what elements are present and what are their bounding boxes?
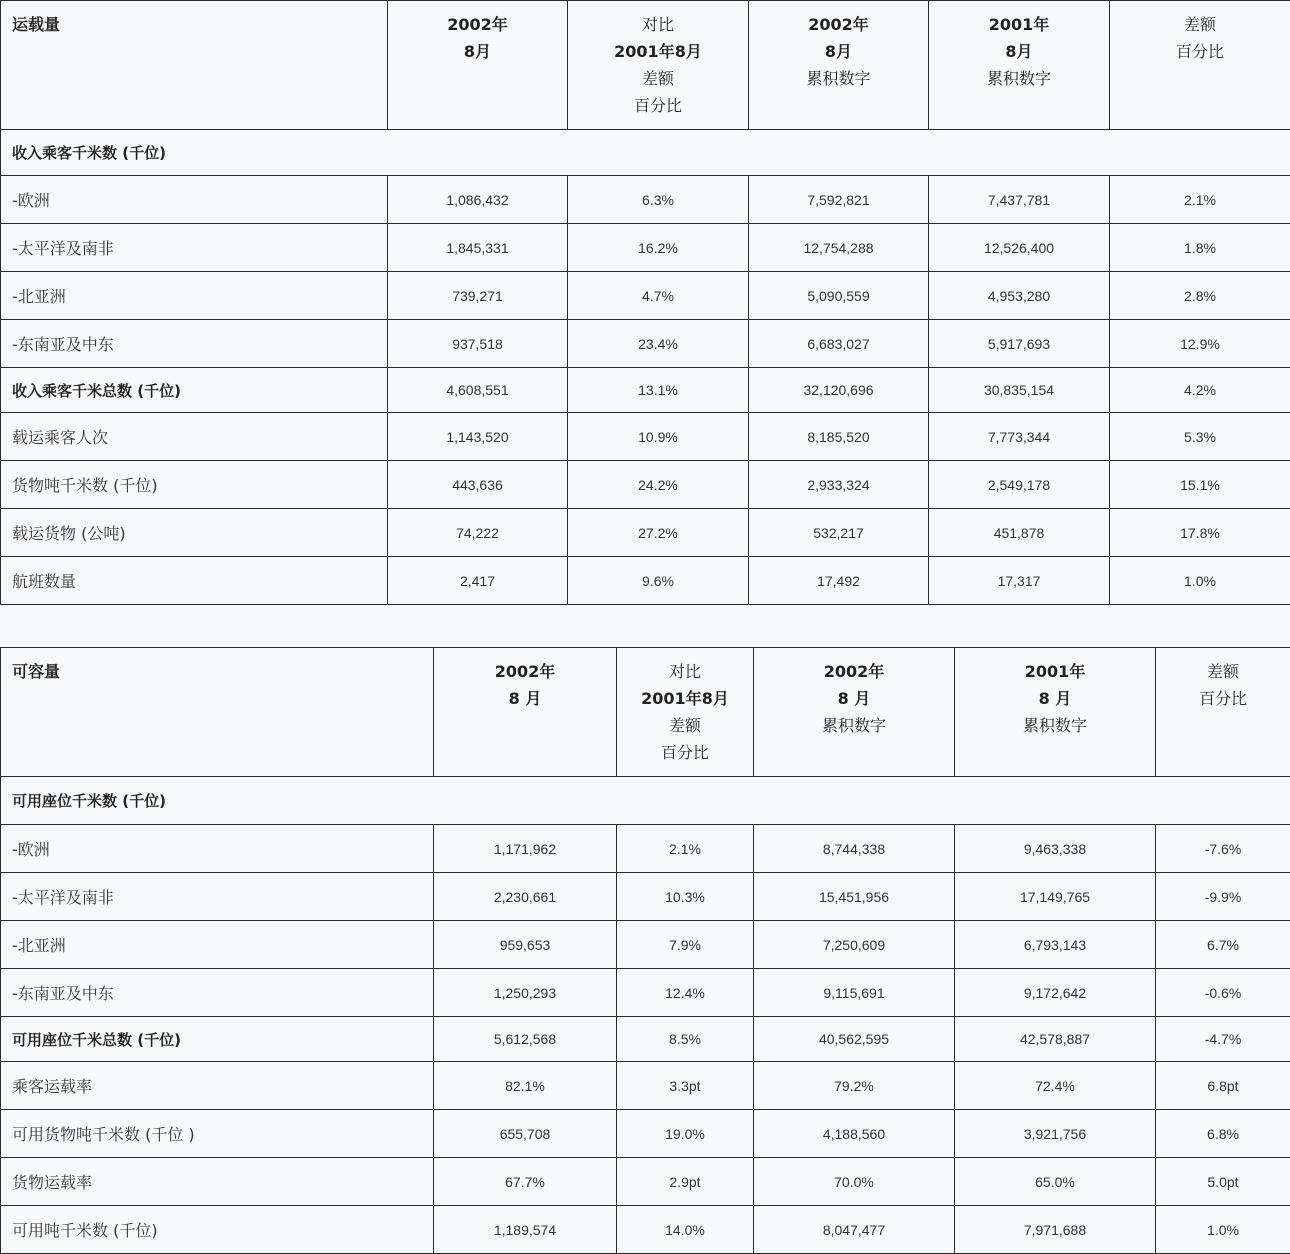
table-cell: 72.4% (955, 1062, 1156, 1110)
traffic-table (0, 0, 1290, 605)
table-cell: 4,953,280 (929, 272, 1110, 320)
row-label: 货物吨千米数 (千位) (1, 461, 388, 509)
table-cell: 2.1% (1110, 176, 1290, 224)
header-line: 2001年8月 (641, 689, 729, 708)
table-cell: 17,317 (929, 557, 1110, 605)
table-row (1, 413, 1290, 461)
table-row (1, 461, 1290, 509)
table-cell: 9,463,338 (955, 825, 1156, 873)
traffic-header-row (1, 1, 1290, 130)
table-cell: 17,492 (749, 557, 929, 605)
row-label: -北亚洲 (1, 272, 388, 320)
table-cell: 74,222 (388, 509, 568, 557)
table-cell: 42,578,887 (955, 1017, 1156, 1062)
table-cell: 82.1% (434, 1062, 617, 1110)
header-line: 运载量 (12, 15, 61, 34)
capacity-header-col-3 (754, 648, 955, 777)
table-cell: 30,835,154 (929, 368, 1110, 413)
header-line: 2001年 (1024, 662, 1086, 681)
header-line: 累积数字 (1022, 716, 1087, 735)
table-cell: 8,744,338 (754, 825, 955, 873)
row-label: -东南亚及中东 (1, 320, 388, 368)
header-line: 对比 (668, 662, 701, 681)
table-cell: 1,086,432 (388, 176, 568, 224)
table-cell: 27.2% (568, 509, 749, 557)
header-line: 2001年8月 (614, 42, 702, 61)
table-cell: 15.1% (1110, 461, 1290, 509)
table-cell: 7.9% (617, 921, 754, 969)
table-cell: 1.8% (1110, 224, 1290, 272)
traffic-header-col-2 (568, 1, 749, 130)
table-cell: -9.9% (1156, 873, 1290, 921)
row-label: 载运乘客人次 (1, 413, 388, 461)
header-line: 百分比 (1198, 689, 1247, 708)
capacity-header-col-5 (1156, 648, 1290, 777)
row-label: 载运货物 (公吨) (1, 509, 388, 557)
traffic-header-col-4 (929, 1, 1110, 130)
table-cell: 12,526,400 (929, 224, 1110, 272)
table-cell: 6,683,027 (749, 320, 929, 368)
table-cell: 8,047,477 (754, 1206, 955, 1254)
table-cell: 79.2% (754, 1062, 955, 1110)
table-cell: -4.7% (1156, 1017, 1290, 1062)
table-cell: 2,230,661 (434, 873, 617, 921)
table-cell: 5.3% (1110, 413, 1290, 461)
traffic-header-col-3 (749, 1, 929, 130)
header-line: 8月 (1005, 42, 1033, 61)
header-line: 2002年 (447, 15, 508, 34)
header-line: 百分比 (660, 743, 709, 762)
capacity-header-col-4 (955, 648, 1156, 777)
row-label: 乘客运载率 (1, 1062, 434, 1110)
row-label: -太平洋及南非 (1, 224, 388, 272)
traffic-header-col-5 (1110, 1, 1290, 130)
table-cell: 4.2% (1110, 368, 1290, 413)
header-line: 累积数字 (821, 716, 886, 735)
table-cell: 2.8% (1110, 272, 1290, 320)
header-line: 差额 (641, 69, 674, 88)
table-cell: 937,518 (388, 320, 568, 368)
capacity-header-row (1, 648, 1290, 777)
table-cell: 6.7% (1156, 921, 1290, 969)
capacity-section-row (1, 777, 1290, 825)
row-label: 收入乘客千米总数 (千位) (1, 368, 388, 413)
table-cell: 6.3% (568, 176, 749, 224)
capacity-table (0, 647, 1290, 1254)
table-cell: 9.6% (568, 557, 749, 605)
table-cell: 4.7% (568, 272, 749, 320)
header-line: 差额 (1183, 15, 1216, 34)
table-cell: 4,188,560 (754, 1110, 955, 1158)
table-cell: 1,171,962 (434, 825, 617, 873)
table-row (1, 1017, 1290, 1062)
table-cell: 959,653 (434, 921, 617, 969)
table-row (1, 1158, 1290, 1206)
table-cell: 15,451,956 (754, 873, 955, 921)
table-cell: 1,250,293 (434, 969, 617, 1017)
header-line: 8月 (463, 42, 492, 61)
section-title: 收入乘客千米数 (千位) (1, 130, 1290, 176)
table-cell: 4,608,551 (388, 368, 568, 413)
table-cell: 1,845,331 (388, 224, 568, 272)
table-cell: 2.1% (617, 825, 754, 873)
table-cell: 19.0% (617, 1110, 754, 1158)
table-row (1, 272, 1290, 320)
header-line: 8月 (824, 42, 853, 61)
header-line: 百分比 (1175, 42, 1224, 61)
table-cell: 16.2% (568, 224, 749, 272)
table-cell: 13.1% (568, 368, 749, 413)
capacity-table-body (1, 648, 1290, 1254)
table-cell: 3,921,756 (955, 1110, 1156, 1158)
traffic-header-col-0 (1, 1, 388, 130)
table-cell: 40,562,595 (754, 1017, 955, 1062)
table-cell: 443,636 (388, 461, 568, 509)
table-cell: 6.8pt (1156, 1062, 1290, 1110)
table-row (1, 509, 1290, 557)
table-row (1, 873, 1290, 921)
table-cell: 1,189,574 (434, 1206, 617, 1254)
table-cell: 9,115,691 (754, 969, 955, 1017)
table-cell: 5,917,693 (929, 320, 1110, 368)
table-cell: 70.0% (754, 1158, 955, 1206)
header-line: 累积数字 (806, 69, 871, 88)
table-cell: 12.9% (1110, 320, 1290, 368)
header-line: 差额 (1206, 662, 1239, 681)
table-row (1, 368, 1290, 413)
table-cell: 12.4% (617, 969, 754, 1017)
table-cell: 23.4% (568, 320, 749, 368)
table-cell: 1.0% (1156, 1206, 1290, 1254)
traffic-header-col-1 (388, 1, 568, 130)
table-row (1, 825, 1290, 873)
capacity-header-col-0 (1, 648, 434, 777)
table-cell: 6,793,143 (955, 921, 1156, 969)
table-cell: 2,933,324 (749, 461, 929, 509)
table-cell: 5,090,559 (749, 272, 929, 320)
table-cell: 7,971,688 (955, 1206, 1156, 1254)
table-row (1, 1110, 1290, 1158)
table-cell: 1.0% (1110, 557, 1290, 605)
header-line: 2002年 (823, 662, 885, 681)
table-cell: 24.2% (568, 461, 749, 509)
table-cell: 451,878 (929, 509, 1110, 557)
table-row (1, 1062, 1290, 1110)
header-line: 百分比 (633, 96, 682, 115)
row-label: -欧洲 (1, 176, 388, 224)
table-cell: 7,250,609 (754, 921, 955, 969)
header-line: 8 月 (508, 689, 542, 708)
row-label: 可用货物吨千米数 (千位 ) (1, 1110, 434, 1158)
table-cell: 17.8% (1110, 509, 1290, 557)
table-row (1, 557, 1290, 605)
row-label: 航班数量 (1, 557, 388, 605)
table-cell: 532,217 (749, 509, 929, 557)
table-row (1, 176, 1290, 224)
row-label: 可用吨千米数 (千位) (1, 1206, 434, 1254)
header-line: 8 月 (1038, 689, 1072, 708)
table-cell: 17,149,765 (955, 873, 1156, 921)
table-cell: -7.6% (1156, 825, 1290, 873)
table-cell: 8.5% (617, 1017, 754, 1062)
header-line: 可容量 (12, 662, 61, 681)
table-row (1, 1206, 1290, 1254)
table-cell: 67.7% (434, 1158, 617, 1206)
table-cell: 5.0pt (1156, 1158, 1290, 1206)
table-cell: 2,549,178 (929, 461, 1110, 509)
header-line: 8 月 (837, 689, 871, 708)
capacity-header-col-1 (434, 648, 617, 777)
header-line: 2002年 (808, 15, 869, 34)
table-row (1, 320, 1290, 368)
table-cell: 1,143,520 (388, 413, 568, 461)
table-cell: 2.9pt (617, 1158, 754, 1206)
table-cell: 7,592,821 (749, 176, 929, 224)
traffic-table-body (1, 1, 1290, 605)
section-title: 可用座位千米数 (千位) (1, 777, 1290, 825)
table-cell: 5,612,568 (434, 1017, 617, 1062)
header-line: 2002年 (494, 662, 556, 681)
row-label: 货物运载率 (1, 1158, 434, 1206)
header-line: 差额 (668, 716, 701, 735)
table-row (1, 224, 1290, 272)
row-label: 可用座位千米总数 (千位) (1, 1017, 434, 1062)
table-cell: 7,773,344 (929, 413, 1110, 461)
table-cell: 12,754,288 (749, 224, 929, 272)
table-cell: 10.9% (568, 413, 749, 461)
table-cell: 6.8% (1156, 1110, 1290, 1158)
header-line: 2001年 (988, 15, 1050, 34)
table-cell: 7,437,781 (929, 176, 1110, 224)
traffic-section-row (1, 130, 1290, 176)
table-cell: 8,185,520 (749, 413, 929, 461)
table-row (1, 921, 1290, 969)
header-line: 累积数字 (986, 69, 1051, 88)
table-cell: 9,172,642 (955, 969, 1156, 1017)
row-label: -北亚洲 (1, 921, 434, 969)
table-cell: 3.3pt (617, 1062, 754, 1110)
table-cell: 655,708 (434, 1110, 617, 1158)
table-cell: 32,120,696 (749, 368, 929, 413)
row-label: -欧洲 (1, 825, 434, 873)
header-line: 对比 (641, 15, 674, 34)
capacity-header-col-2 (617, 648, 754, 777)
table-cell: 10.3% (617, 873, 754, 921)
table-cell: 65.0% (955, 1158, 1156, 1206)
table-cell: 2,417 (388, 557, 568, 605)
row-label: -东南亚及中东 (1, 969, 434, 1017)
table-cell: 14.0% (617, 1206, 754, 1254)
row-label: -太平洋及南非 (1, 873, 434, 921)
table-row (1, 969, 1290, 1017)
table-cell: 739,271 (388, 272, 568, 320)
table-cell: -0.6% (1156, 969, 1290, 1017)
